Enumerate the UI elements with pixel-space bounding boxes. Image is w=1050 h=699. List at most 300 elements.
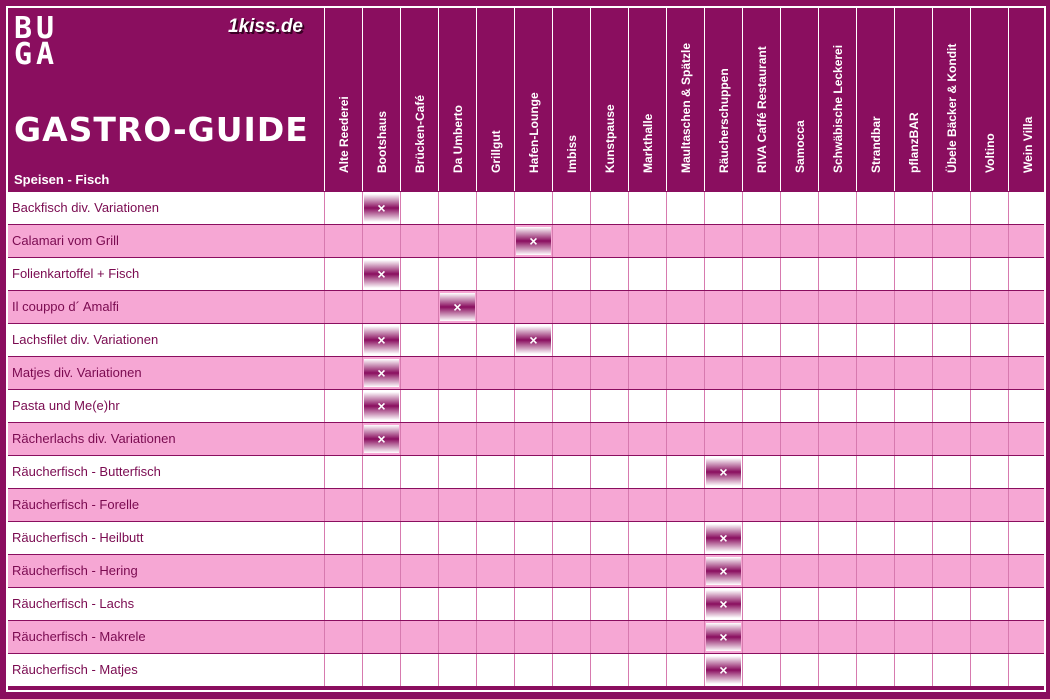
table-cell (514, 357, 552, 389)
table-cell (742, 555, 780, 587)
table-cell (628, 456, 666, 488)
column-header (894, 8, 932, 191)
table-cell (362, 258, 400, 290)
table-cell (552, 324, 590, 356)
column-header (704, 8, 742, 191)
table-cell (932, 489, 970, 521)
table-cell (780, 555, 818, 587)
page-title: GASTRO-GUIDE (14, 110, 309, 149)
table-cell (324, 423, 362, 455)
buga-logo (14, 11, 59, 72)
column-header (438, 8, 476, 191)
offer-mark-icon: × (364, 194, 399, 222)
table-cell (780, 456, 818, 488)
table-cell (476, 423, 514, 455)
table-cell (1008, 489, 1046, 521)
table-cell (362, 390, 400, 422)
table-cell (970, 390, 1008, 422)
table-row (8, 257, 1044, 290)
column-header-label: Schwäbische Leckerei (830, 44, 845, 173)
table-cell (514, 423, 552, 455)
table-cell (1008, 654, 1046, 686)
gastro-guide-table (6, 6, 1046, 692)
table-cell (476, 192, 514, 224)
table-cell (856, 357, 894, 389)
table-cell (552, 192, 590, 224)
table-cell (552, 522, 590, 554)
table-cell (1008, 357, 1046, 389)
table-cell (704, 324, 742, 356)
table-cell (856, 225, 894, 257)
table-cell (856, 588, 894, 620)
table-cell (590, 522, 628, 554)
column-header-label: Räucherschuppen (716, 68, 731, 173)
table-cell (400, 588, 438, 620)
table-cell (818, 654, 856, 686)
table-cell (742, 357, 780, 389)
table-cell (780, 291, 818, 323)
table-cell (742, 192, 780, 224)
row-label: Räucherfisch - Makrele (12, 629, 146, 644)
row-label: Backfisch div. Variationen (12, 200, 159, 215)
table-cell (894, 489, 932, 521)
table-cell (894, 357, 932, 389)
table-cell (628, 522, 666, 554)
table-cell (970, 621, 1008, 653)
offer-mark-icon: × (364, 326, 399, 354)
table-cell (438, 258, 476, 290)
table-cell (438, 390, 476, 422)
offer-mark-icon: × (706, 458, 741, 486)
table-cell (932, 258, 970, 290)
table-cell (780, 324, 818, 356)
row-label: Lachsfilet div. Variationen (12, 332, 159, 347)
table-cell (856, 621, 894, 653)
table-cell (894, 324, 932, 356)
table-cell (438, 456, 476, 488)
column-header (742, 8, 780, 191)
table-cell (552, 621, 590, 653)
table-cell (400, 654, 438, 686)
table-row (8, 521, 1044, 554)
table-cell (438, 357, 476, 389)
column-header-label: Übele Bäcker & Kondit (944, 43, 959, 173)
table-cell (894, 654, 932, 686)
column-header-label: Grillgut (488, 130, 503, 173)
table-cell (780, 225, 818, 257)
table-row (8, 488, 1044, 521)
table-cell (894, 390, 932, 422)
offer-mark-icon: × (516, 326, 551, 354)
table-cell (438, 489, 476, 521)
column-header-label: Voltino (982, 133, 997, 173)
table-cell (400, 291, 438, 323)
table-cell (628, 258, 666, 290)
table-cell (476, 522, 514, 554)
table-cell (1008, 291, 1046, 323)
column-header (476, 8, 514, 191)
table-cell (666, 291, 704, 323)
table-cell (590, 192, 628, 224)
row-label: Rächerlachs div. Variationen (12, 431, 176, 446)
table-cell (742, 291, 780, 323)
table-cell (362, 192, 400, 224)
table-cell (324, 324, 362, 356)
offer-mark-icon: × (516, 227, 551, 255)
table-cell (932, 225, 970, 257)
table-cell (894, 291, 932, 323)
table-cell (818, 621, 856, 653)
table-cell (1008, 423, 1046, 455)
table-row (8, 620, 1044, 653)
table-cell (666, 390, 704, 422)
table-cell (590, 324, 628, 356)
table-cell (818, 390, 856, 422)
table-cell (742, 258, 780, 290)
table-cell (818, 522, 856, 554)
table-cell (324, 621, 362, 653)
table-cell (742, 588, 780, 620)
row-label: Calamari vom Grill (12, 233, 119, 248)
column-header (1008, 8, 1046, 191)
table-cell (970, 324, 1008, 356)
table-cell (666, 324, 704, 356)
table-cell (742, 225, 780, 257)
column-header-label: Strandbar (868, 116, 883, 173)
table-row (8, 653, 1044, 686)
table-cell (704, 654, 742, 686)
table-cell (476, 588, 514, 620)
row-label: Räucherfisch - Matjes (12, 662, 138, 677)
table-cell (1008, 555, 1046, 587)
table-cell (666, 192, 704, 224)
table-cell (362, 489, 400, 521)
table-cell (894, 456, 932, 488)
table-cell (628, 588, 666, 620)
column-header-label: RIVA Caffé Restaurant (754, 46, 769, 173)
table-cell (590, 390, 628, 422)
table-cell (704, 390, 742, 422)
table-cell (666, 621, 704, 653)
table-cell (894, 522, 932, 554)
table-cell (856, 423, 894, 455)
table-cell (704, 291, 742, 323)
column-header (970, 8, 1008, 191)
table-cell (932, 654, 970, 686)
table-cell (324, 357, 362, 389)
table-cell (324, 225, 362, 257)
offer-mark-icon: × (364, 425, 399, 453)
row-label: Räucherfisch - Butterfisch (12, 464, 161, 479)
table-cell (742, 654, 780, 686)
table-cell (970, 489, 1008, 521)
table-cell (514, 588, 552, 620)
table-cell (552, 423, 590, 455)
offer-mark-icon: × (364, 260, 399, 288)
table-cell (514, 258, 552, 290)
table-cell (476, 489, 514, 521)
table-cell (742, 456, 780, 488)
table-cell (514, 324, 552, 356)
offer-mark-icon: × (364, 359, 399, 387)
table-cell (400, 621, 438, 653)
row-label: Pasta und Me(e)hr (12, 398, 120, 413)
row-label: Il couppo d´ Amalfi (12, 299, 119, 314)
table-cell (476, 324, 514, 356)
table-cell (400, 489, 438, 521)
table-cell (704, 258, 742, 290)
row-label: Matjes div. Variationen (12, 365, 142, 380)
table-cell (514, 555, 552, 587)
table-cell (476, 291, 514, 323)
table-cell (780, 489, 818, 521)
table-cell (742, 423, 780, 455)
table-cell (970, 555, 1008, 587)
offer-mark-icon: × (706, 656, 741, 684)
offer-mark-icon: × (706, 590, 741, 618)
table-row (8, 389, 1044, 422)
table-cell (780, 192, 818, 224)
table-cell (590, 291, 628, 323)
column-header-label: Samocca (792, 120, 807, 173)
table-cell (856, 192, 894, 224)
table-cell (628, 423, 666, 455)
table-cell (894, 588, 932, 620)
offer-mark-icon: × (364, 392, 399, 420)
table-cell (704, 225, 742, 257)
table-row (8, 455, 1044, 488)
category-subtitle: Speisen - Fisch (14, 172, 110, 187)
table-cell (1008, 192, 1046, 224)
table-cell (970, 258, 1008, 290)
table-cell (818, 225, 856, 257)
table-cell (932, 324, 970, 356)
column-header-label: Imbiss (564, 134, 579, 173)
table-cell (552, 456, 590, 488)
column-header (514, 8, 552, 191)
table-cell (666, 489, 704, 521)
table-cell (856, 324, 894, 356)
table-cell (932, 423, 970, 455)
table-cell (628, 324, 666, 356)
table-cell (628, 390, 666, 422)
table-cell (970, 291, 1008, 323)
table-cell (628, 357, 666, 389)
table-cell (362, 291, 400, 323)
table-cell (438, 225, 476, 257)
table-cell (362, 357, 400, 389)
table-cell (818, 555, 856, 587)
column-header (932, 8, 970, 191)
table-cell (514, 192, 552, 224)
table-cell (704, 555, 742, 587)
table-cell (552, 588, 590, 620)
table-cell (552, 225, 590, 257)
table-cell (1008, 258, 1046, 290)
table-cell (742, 324, 780, 356)
table-cell (704, 456, 742, 488)
table-cell (514, 654, 552, 686)
column-header-label: Brücken-Café (412, 94, 427, 173)
table-cell (476, 555, 514, 587)
table-cell (552, 654, 590, 686)
table-row (8, 356, 1044, 389)
table-cell (932, 192, 970, 224)
table-cell (476, 357, 514, 389)
column-header-label: Markthalle (640, 113, 655, 173)
table-cell (780, 423, 818, 455)
table-cell (438, 291, 476, 323)
table-cell (476, 390, 514, 422)
table-cell (742, 621, 780, 653)
table-cell (628, 555, 666, 587)
table-cell (970, 423, 1008, 455)
table-cell (818, 489, 856, 521)
table-cell (1008, 225, 1046, 257)
table-cell (590, 489, 628, 521)
table-cell (666, 555, 704, 587)
table-cell (324, 258, 362, 290)
table-cell (514, 522, 552, 554)
table-cell (780, 522, 818, 554)
table-cell (628, 621, 666, 653)
table-cell (400, 225, 438, 257)
table-cell (856, 654, 894, 686)
table-cell (666, 456, 704, 488)
table-cell (400, 258, 438, 290)
table-cell (362, 621, 400, 653)
row-label: Räucherfisch - Forelle (12, 497, 140, 512)
table-cell (324, 456, 362, 488)
table-cell (590, 225, 628, 257)
table-cell (894, 192, 932, 224)
table-cell (400, 192, 438, 224)
table-cell (704, 489, 742, 521)
table-cell (628, 654, 666, 686)
table-cell (1008, 390, 1046, 422)
table-cell (970, 456, 1008, 488)
column-header (666, 8, 704, 191)
table-cell (932, 456, 970, 488)
logo-line-2: GA (14, 37, 59, 72)
table-cell (970, 225, 1008, 257)
column-header-label: Hafen-Lounge (526, 92, 541, 173)
table-cell (552, 555, 590, 587)
column-header (818, 8, 856, 191)
table-cell (894, 258, 932, 290)
table-cell (932, 390, 970, 422)
table-cell (970, 588, 1008, 620)
table-cell (970, 357, 1008, 389)
column-header-label: Kunstpause (602, 104, 617, 173)
table-row (8, 554, 1044, 587)
column-header (400, 8, 438, 191)
table-cell (1008, 588, 1046, 620)
table-cell (666, 423, 704, 455)
column-header-label: pflanzBAR (906, 112, 921, 173)
table-cell (818, 291, 856, 323)
column-header (856, 8, 894, 191)
table-cell (818, 423, 856, 455)
table-cell (590, 258, 628, 290)
table-cell (552, 291, 590, 323)
table-cell (438, 324, 476, 356)
column-header-label: Wein Villa (1020, 116, 1035, 173)
table-cell (628, 192, 666, 224)
table-cell (514, 621, 552, 653)
table-cell (438, 192, 476, 224)
table-cell (400, 555, 438, 587)
column-header-label: Maultaschen & Spätzle (678, 42, 693, 173)
table-cell (628, 225, 666, 257)
table-cell (818, 192, 856, 224)
table-cell (438, 522, 476, 554)
offer-mark-icon: × (706, 524, 741, 552)
table-row (8, 323, 1044, 356)
table-cell (590, 357, 628, 389)
table-cell (438, 654, 476, 686)
table-cell (628, 291, 666, 323)
table-cell (666, 654, 704, 686)
table-cell (628, 489, 666, 521)
column-header (362, 8, 400, 191)
table-cell (400, 522, 438, 554)
table-cell (856, 555, 894, 587)
table-cell (438, 588, 476, 620)
table-cell (856, 258, 894, 290)
table-cell (666, 522, 704, 554)
table-cell (476, 258, 514, 290)
logo-line-1: BU (14, 11, 59, 46)
table-cell (324, 390, 362, 422)
site-watermark: 1kiss.de (228, 16, 303, 37)
table-row (8, 191, 1044, 224)
table-cell (666, 588, 704, 620)
table-cell (438, 555, 476, 587)
table-cell (704, 588, 742, 620)
table-row (8, 290, 1044, 323)
row-label: Räucherfisch - Lachs (12, 596, 135, 611)
table-cell (932, 588, 970, 620)
table-cell (894, 225, 932, 257)
table-cell (932, 522, 970, 554)
table-cell (324, 489, 362, 521)
table-cell (324, 555, 362, 587)
table-cell (324, 192, 362, 224)
table-cell (552, 258, 590, 290)
table-cell (438, 423, 476, 455)
table-cell (476, 225, 514, 257)
table-cell (666, 225, 704, 257)
table-cell (552, 357, 590, 389)
table-cell (362, 456, 400, 488)
table-cell (552, 390, 590, 422)
table-cell (324, 654, 362, 686)
table-row (8, 422, 1044, 455)
column-header (780, 8, 818, 191)
table-cell (704, 357, 742, 389)
table-cell (1008, 324, 1046, 356)
table-cell (514, 225, 552, 257)
table-cell (476, 456, 514, 488)
table-cell (552, 489, 590, 521)
table-cell (780, 390, 818, 422)
table-cell (742, 489, 780, 521)
table-cell (590, 621, 628, 653)
table-cell (780, 654, 818, 686)
table-cell (514, 390, 552, 422)
table-cell (514, 489, 552, 521)
